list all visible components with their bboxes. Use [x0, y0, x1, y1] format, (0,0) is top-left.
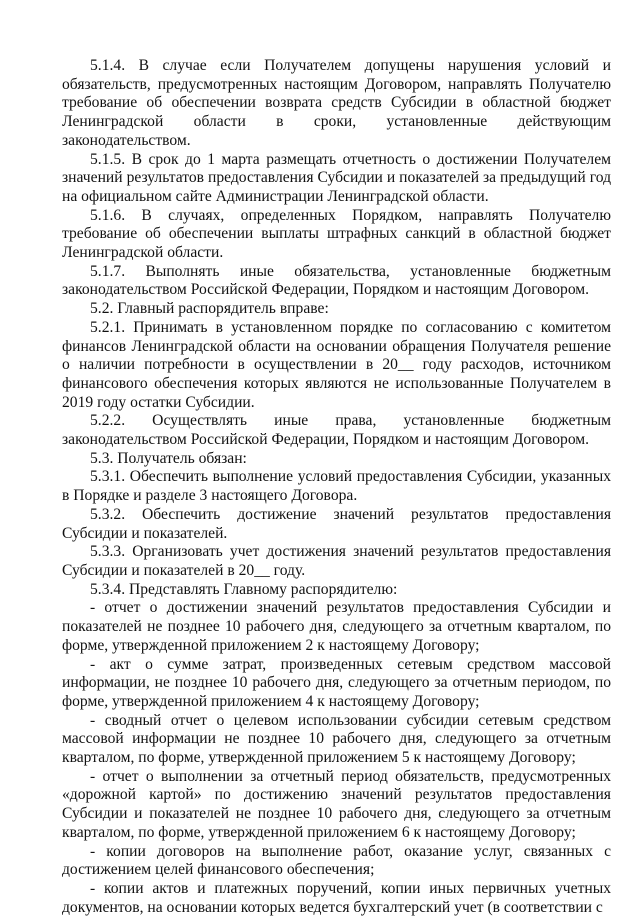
paragraph-5-2-2: 5.2.2. Осуществлять иные права, установленные бюджетным законодательством Российской Федерации, Порядком и настоящим Договором. [62, 412, 611, 449]
paragraph-5-3-1: 5.3.1. Обеспечить выполнение условий предоставления Субсидии, указанных в Порядке и разделе 3 настоящего Договора. [62, 468, 611, 505]
paragraph-5-3-2: 5.3.2. Обеспечить достижение значений результатов предоставления Субсидии и показателей. [62, 505, 611, 542]
paragraph-5-3-4: 5.3.4. Представлять Главному распорядителю: [90, 580, 398, 598]
list-item-report-results: - отчет о достижении значений результатов предоставления Субсидии и показателей не позднее 10 рабочего дня, следующего за отчетным кварталом, по форме, утвержденной приложением 2 к настоящему Договору; [62, 599, 611, 654]
paragraph-5-2-1: 5.2.1. Принимать в установленном порядке по согласованию с комитетом финансов Ленинградской области на основании обращения Получателя решение о наличии потребности в осуществлении в 20__ году расходов, источником финансового обеспечения которых являются не использованные Получателем в 2019 году остатки Субсидии. [62, 318, 611, 411]
paragraph-5-1-4: 5.1.4. В случае если Получателем допущены нарушения условий и обязательств, предусмотренных настоящим Договором, направлять Получателю требование об обеспечении возврата средств Субсидии в областной бюджет Ленинградской области в сроки, установленные действующим законодательством. [62, 57, 611, 149]
paragraph-5-1-6: 5.1.6. В случаях, определенных Порядком, направлять Получателю требование об обеспечении выплаты штрафных санкций в областной бюджет Ленинградской области. [62, 206, 611, 262]
paragraph-5-2: 5.2. Главный распорядитель вправе: [90, 300, 329, 318]
list-item-contract-copies: - копии договоров на выполнение работ, оказание услуг, связанных с достижением целей финансового обеспечения; [62, 842, 611, 879]
paragraph-5-1-5: 5.1.5. В срок до 1 марта размещать отчетность о достижении Получателем значений результатов предоставления Субсидии и показателей за предыдущий год на официальном сайте Администрации Ленинградской области. [62, 150, 611, 205]
paragraph-5-3-3: 5.3.3. Организовать учет достижения значений результатов предоставления Субсидии и показателей в 20__ году. [62, 543, 611, 579]
paragraph-5-1-7: 5.1.7. Выполнять иные обязательства, установленные бюджетным законодательством Российской Федерации, Порядком и настоящим Договором. [62, 262, 611, 299]
list-item-act-copies: - копии актов и платежных поручений, копии иных первичных учетных документов, на основании которых ведется бухгалтерский учет (в соответствии с [62, 879, 611, 916]
document-body [62, 57, 611, 917]
list-item-cost-act: - акт о сумме затрат, произведенных сетевым средством массовой информации, не позднее 10 рабочего дня, следующего за отчетным периодом, по форме, утвержденной приложением 4 к настоящему Договору; [62, 655, 611, 710]
paragraph-5-3: 5.3. Получатель обязан: [90, 449, 247, 467]
list-item-summary-report: - сводный отчет о целевом использовании субсидии сетевым средством массовой информации не позднее 10 рабочего дня, следующего за отчетным кварталом, по форме, утвержденной приложением 5 к настоящему Договору; [62, 711, 611, 767]
list-item-roadmap-report: - отчет о выполнении за отчетный период обязательств, предусмотренных «дорожной картой» по достижению значений результатов предоставления Субсидии и показателей не позднее 10 рабочего дня, следующего за отчетным кварталом, по форме, утвержденной приложением 6 к настоящему Договору; [62, 767, 611, 841]
